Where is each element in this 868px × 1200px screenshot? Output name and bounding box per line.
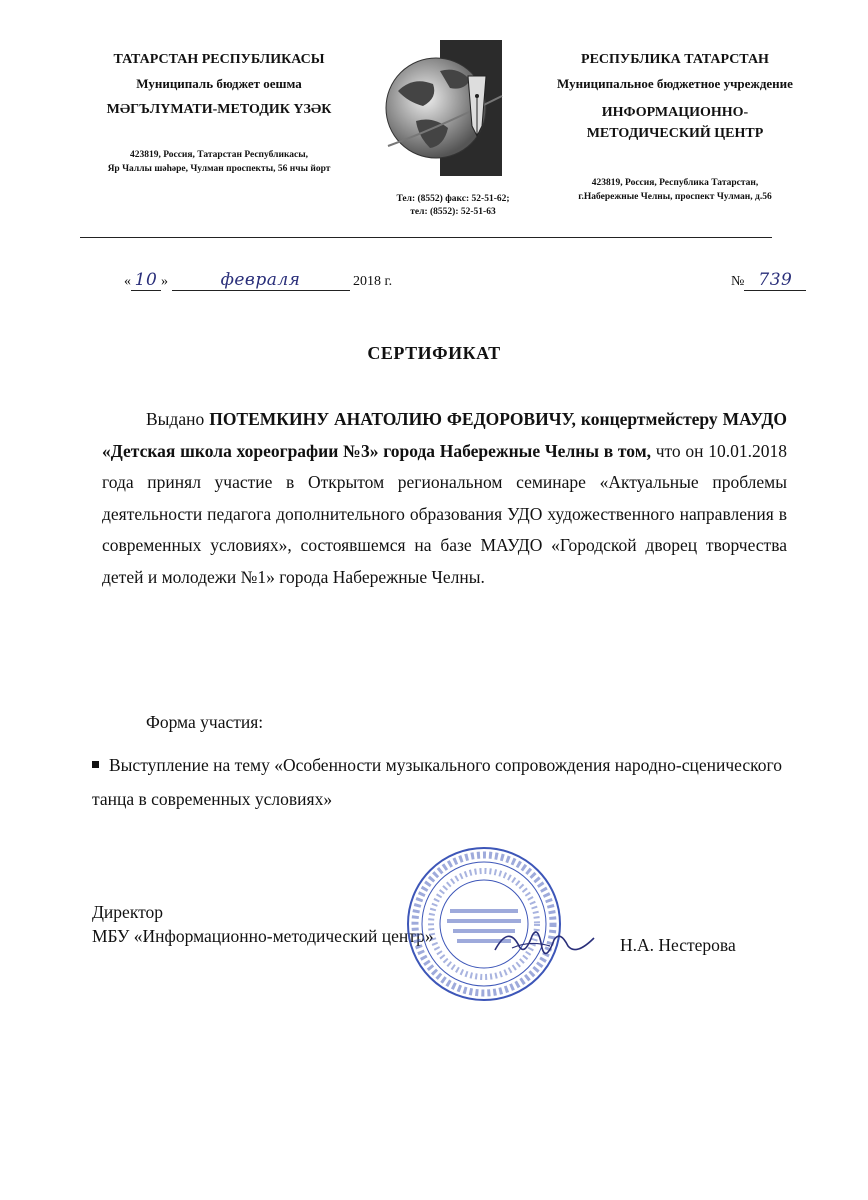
date-year: 2018 г. xyxy=(353,274,393,289)
globe-pen-logo-icon xyxy=(378,36,508,184)
signatory-position: Директор МБУ «Информационно-методический центр» xyxy=(92,902,434,946)
date-month: февраля xyxy=(220,270,301,290)
document-date: « 10 » февраля 2018 г. xyxy=(124,270,393,290)
participation-item xyxy=(92,748,792,816)
certificate-body xyxy=(102,404,787,593)
header-right-republic: РЕСПУБЛИКА ТАТАРСТАН xyxy=(581,52,769,67)
certificate-text: что он 10.01.2018 года принял участие в Открытом региональном семинаре «Актуальные проблемы деятельности педагога дополнительного образования УДО художественного направления в современных условиях», состоявшемся на базе МАУДО «Городской дворец творчества детей и молодежи №1» города Набережные Челны. xyxy=(102,440,787,587)
participation-topic: Выступление на тему «Особенности музыкального сопровождения народно-сценического танца в современных условиях» xyxy=(92,755,782,809)
document-number: № 739 xyxy=(731,270,806,291)
signatory-name: Н.А. Нестерова xyxy=(620,935,736,955)
handwritten-signature-icon xyxy=(490,918,600,968)
document-number-value: 739 xyxy=(758,270,793,290)
header-contacts: Тел: (8552) факс: 52-51-62; тел: (8552): 52-51-63 xyxy=(396,194,510,217)
recipient-name: ПОТЕМКИНУ АНАТОЛИЮ ФЕДОРОВИЧУ, концертмейстеру МАУДО «Детская школа хореографии №3» города Набережные Челны в том, xyxy=(102,409,787,461)
header-left-republic: ТАТАРСТАН РЕСПУБЛИКАСЫ xyxy=(113,52,325,67)
header-left-tatar xyxy=(60,52,378,176)
date-day: 10 xyxy=(134,270,158,290)
header-right-address: 423819, Россия, Республика Татарстан, г.Набережные Челны, проспект Чулман, д.56 xyxy=(578,178,772,202)
header-right-org-type: Муниципальное бюджетное учреждение xyxy=(557,76,793,91)
header-left-address: 423819, Россия, Татарстан Республикасы, Яр Чаллы шәһәре, Чулман проспекты, 56 нчы йорт xyxy=(107,150,331,174)
header-divider xyxy=(80,237,772,238)
participation-label: Форма участия: xyxy=(146,712,264,732)
header-right-russian xyxy=(530,52,820,204)
header-right-org-name: ИНФОРМАЦИОННО- МЕТОДИЧЕСКИЙ ЦЕНТР xyxy=(586,105,764,141)
header-left-org-name: МӘГЪЛҮМАТИ-МЕТОДИК ҮЗӘК xyxy=(106,102,332,117)
page-title: СЕРТИФИКАТ xyxy=(367,343,501,363)
bullet-square-icon xyxy=(92,761,99,768)
issued-label: Выдано xyxy=(146,409,205,429)
header-left-org-type: Муниципаль бюджет оешма xyxy=(136,76,302,91)
